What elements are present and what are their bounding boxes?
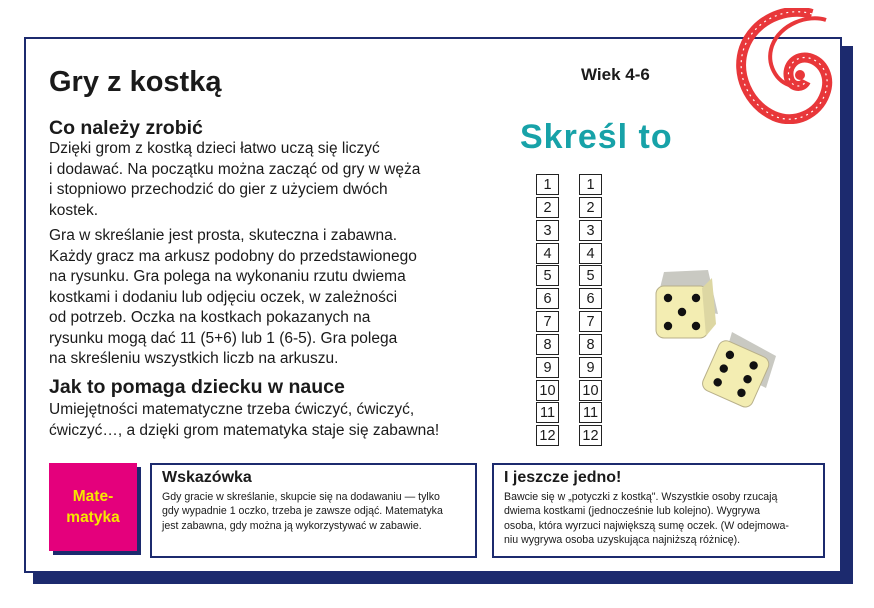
number-cell: 6 (536, 288, 559, 309)
number-cell: 5 (579, 265, 602, 286)
text-line: ćwiczyć…, a dzięki grom matematyka staje się zabawna! (49, 421, 440, 439)
text-line: na skreśleniu wszystkich liczb na arkuszu. (49, 350, 339, 367)
game-title: Skreśl to (520, 118, 673, 156)
number-cell: 1 (536, 174, 559, 195)
number-cell: 2 (536, 197, 559, 218)
text-line: jest zabawna, gdy można ją wykorzystywać w zabawie. (162, 519, 422, 532)
number-column-right (579, 174, 602, 448)
number-cell: 12 (536, 425, 559, 446)
text-line: gdy wypadnie 1 oczko, trzeba je zawsze odjąć. Matematyka (162, 505, 443, 518)
number-cell: 8 (579, 334, 602, 355)
number-cell: 6 (579, 288, 602, 309)
text-line: kostek. (49, 201, 99, 219)
text-line: Umiejętności matematyczne trzeba ćwiczyć, ćwiczyć, (49, 401, 415, 418)
shell-logo-icon (732, 8, 836, 124)
text-line: dwiema kostkami (jednocześnie lub kolejno). Wygrywa (504, 505, 761, 518)
section1-paragraph1 (49, 139, 420, 221)
page-title: Gry z kostką (49, 66, 222, 98)
number-cell: 3 (579, 220, 602, 241)
dice-six-icon (692, 326, 784, 418)
number-column-left (536, 174, 559, 448)
text-line: Bawcie się w „potyczki z kostką". Wszystkie osoby rzucają (504, 491, 778, 503)
number-cell: 4 (579, 243, 602, 264)
number-cell: 2 (579, 197, 602, 218)
text-line: na rysunku. Gra polega na wykonaniu rzutu dwiema (49, 268, 406, 285)
section-heading-what-to-do: Co należy zrobić (49, 117, 203, 139)
subject-tag-line: matyka (66, 509, 120, 526)
number-cell: 9 (536, 357, 559, 378)
text-line: od potrzeb. Oczka na kostkach pokazanych na (49, 309, 371, 326)
section-heading-how-it-helps: Jak to pomaga dziecku w nauce (49, 376, 345, 398)
text-line: niu wygrywa osoba uzyskująca najniższą różnicę). (504, 534, 741, 547)
text-line: Dzięki grom z kostką dzieci łatwo uczą się liczyć (49, 140, 380, 157)
number-cell: 8 (536, 334, 559, 355)
text-line: osoba, która wyrzuci największą sumę oczek. (W odejmowa- (504, 519, 789, 532)
subject-tag-line: Mate- (72, 488, 114, 505)
number-cell: 3 (536, 220, 559, 241)
extra-text (494, 487, 823, 548)
number-cell: 9 (579, 357, 602, 378)
number-cell: 5 (536, 265, 559, 286)
extra-heading: I jeszcze jedno! (504, 469, 622, 486)
subject-tag (49, 463, 137, 551)
hint-box (150, 463, 477, 558)
hint-heading: Wskazówka (162, 469, 252, 486)
number-cell: 10 (536, 380, 559, 401)
number-cell: 4 (536, 243, 559, 264)
number-cell: 1 (579, 174, 602, 195)
number-cell: 12 (579, 425, 602, 446)
number-cell: 7 (579, 311, 602, 332)
number-cell: 10 (579, 380, 602, 401)
text-line: rysunku mogą dać 11 (5+6) lub 1 (6-5). Gra polega (49, 329, 398, 347)
section1-paragraph2 (49, 226, 417, 370)
number-cell: 11 (536, 402, 559, 423)
subject-tag-label (66, 486, 119, 528)
hint-text (152, 487, 475, 533)
text-line: Gdy gracie w skreślanie, skupcie się na dodawaniu — tylko (162, 491, 440, 503)
age-label: Wiek 4-6 (581, 65, 650, 84)
text-line: Gra w skreślanie jest prosta, skuteczna i zabawna. (49, 227, 398, 244)
number-cell: 7 (536, 311, 559, 332)
text-line: kostkami i dodaniu lub odjęciu oczek, w zależności (49, 288, 398, 306)
text-line: i dodawać. Na początku można zacząć od gry w węża (49, 160, 421, 178)
text-line: i stopniowo przechodzić do gier z użyciem dwóch (49, 181, 388, 198)
number-cell: 11 (579, 402, 602, 423)
text-line: Każdy gracz ma arkusz podobny do przedstawionego (49, 247, 417, 265)
extra-box (492, 463, 825, 558)
section2-paragraph (49, 400, 439, 441)
